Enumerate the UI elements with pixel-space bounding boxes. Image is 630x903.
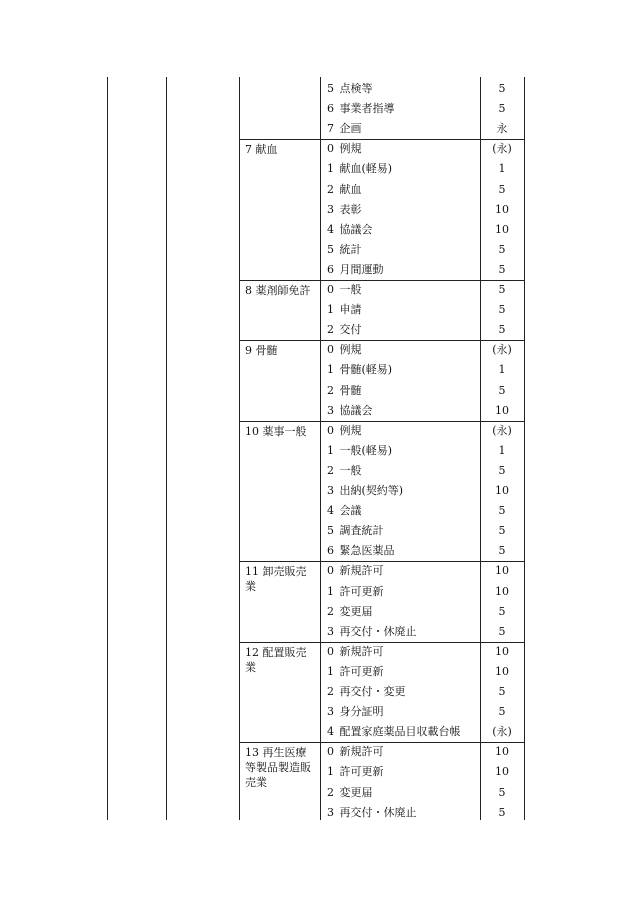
- retention-years: 5: [498, 625, 506, 638]
- category-label: 8 薬剤師免許: [245, 284, 311, 297]
- retention-years: 5: [498, 263, 506, 276]
- retention-years: 5: [498, 524, 506, 537]
- item-code-name: 2 交付: [327, 323, 362, 336]
- item-code-name: 4 協議会: [327, 223, 373, 236]
- retention-years: 5: [498, 464, 506, 477]
- retention-years: 1: [498, 162, 506, 175]
- item-code-name: 1 申請: [327, 303, 362, 316]
- retention-years: 1: [498, 363, 506, 376]
- item-code-name: 0 新規許可: [327, 745, 384, 758]
- item-code-name: 1 一般(軽易): [327, 444, 393, 457]
- item-code-name: 6 事業者指導: [327, 102, 395, 115]
- retention-years: 10: [495, 203, 509, 216]
- retention-years: 5: [498, 183, 506, 196]
- item-code-name: 3 再交付・休廃止: [327, 625, 417, 638]
- category-label: 13 再生医療等製品製造販売業: [245, 746, 311, 789]
- retention-years: 10: [495, 645, 509, 658]
- category-label: 9 骨髄: [245, 344, 278, 357]
- item-code-name: 0 新規許可: [327, 564, 384, 577]
- item-code-name: 5 調査統計: [327, 524, 384, 537]
- item-code-name: 5 点検等: [327, 82, 373, 95]
- item-code-name: 2 一般: [327, 464, 362, 477]
- retention-years: 5: [498, 384, 506, 397]
- retention-years: 5: [498, 806, 506, 819]
- category-label: 7 献血: [245, 143, 278, 156]
- column-divider: [107, 77, 108, 820]
- category-label: 11 卸売販売業: [245, 565, 307, 593]
- item-code-name: 7 企画: [327, 122, 362, 135]
- column-divider: [166, 77, 167, 820]
- retention-years: 10: [495, 765, 509, 778]
- item-code-name: 0 例規: [327, 142, 362, 155]
- retention-years: 10: [495, 665, 509, 678]
- column-divider: [480, 77, 481, 820]
- item-code-name: 4 会議: [327, 504, 362, 517]
- item-code-name: 3 表彰: [327, 203, 362, 216]
- retention-years: (永): [492, 142, 512, 155]
- item-code-name: 1 許可更新: [327, 585, 384, 598]
- item-code-name: 0 新規許可: [327, 645, 384, 658]
- retention-years: 5: [498, 605, 506, 618]
- retention-years: 10: [495, 223, 509, 236]
- item-code-name: 0 例規: [327, 424, 362, 437]
- retention-years: (永): [492, 725, 512, 738]
- item-code-name: 0 例規: [327, 343, 362, 356]
- retention-years: 10: [495, 484, 509, 497]
- retention-years: 5: [498, 303, 506, 316]
- retention-years: 5: [498, 82, 506, 95]
- retention-years: 5: [498, 243, 506, 256]
- retention-years: 永: [496, 122, 508, 135]
- retention-years: 1: [498, 444, 506, 457]
- retention-years: 5: [498, 504, 506, 517]
- item-code-name: 6 緊急医薬品: [327, 544, 395, 557]
- retention-years: 10: [495, 585, 509, 598]
- column-divider: [239, 77, 240, 820]
- item-code-name: 1 許可更新: [327, 765, 384, 778]
- item-code-name: 2 変更届: [327, 786, 373, 799]
- retention-years: 5: [498, 323, 506, 336]
- item-code-name: 0 一般: [327, 283, 362, 296]
- item-code-name: 1 骨髄(軽易): [327, 363, 393, 376]
- retention-years: 10: [495, 404, 509, 417]
- item-code-name: 3 再交付・休廃止: [327, 806, 417, 819]
- retention-years: 5: [498, 685, 506, 698]
- item-code-name: 1 献血(軽易): [327, 162, 393, 175]
- item-code-name: 2 骨髄: [327, 384, 362, 397]
- retention-years: 5: [498, 544, 506, 557]
- item-code-name: 2 献血: [327, 183, 362, 196]
- item-code-name: 3 協議会: [327, 404, 373, 417]
- retention-years: 5: [498, 705, 506, 718]
- item-code-name: 4 配置家庭薬品目収載台帳: [327, 725, 461, 738]
- item-code-name: 5 統計: [327, 243, 362, 256]
- item-code-name: 3 身分証明: [327, 705, 384, 718]
- retention-years: (永): [492, 343, 512, 356]
- column-divider: [320, 77, 321, 820]
- retention-years: 5: [498, 102, 506, 115]
- item-code-name: 3 出納(契約等): [327, 484, 404, 497]
- column-divider: [524, 77, 525, 820]
- retention-years: 5: [498, 283, 506, 296]
- retention-years: 10: [495, 745, 509, 758]
- item-code-name: 2 変更届: [327, 605, 373, 618]
- category-label: 10 薬事一般: [245, 425, 307, 438]
- category-label: 12 配置販売業: [245, 646, 307, 674]
- item-code-name: 1 許可更新: [327, 665, 384, 678]
- retention-years: 10: [495, 564, 509, 577]
- retention-years: 5: [498, 786, 506, 799]
- retention-years: (永): [492, 424, 512, 437]
- item-code-name: 2 再交付・変更: [327, 685, 406, 698]
- item-code-name: 6 月間運動: [327, 263, 384, 276]
